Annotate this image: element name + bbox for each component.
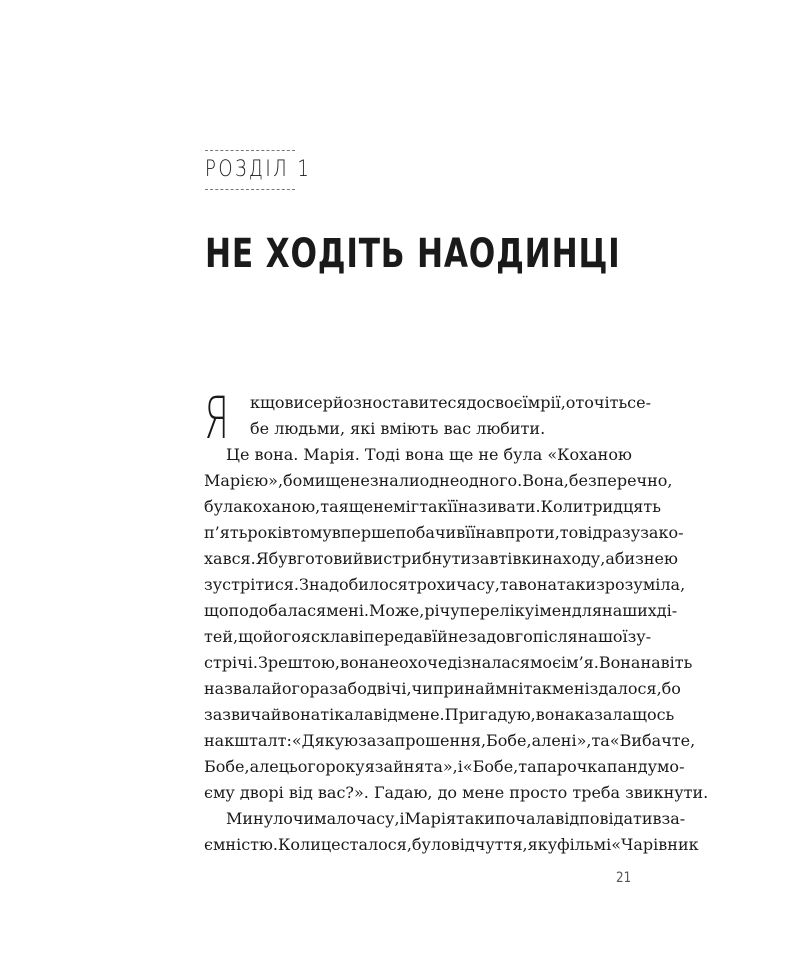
- word: була: [503, 445, 543, 464]
- word: зрозуміла,: [596, 575, 686, 594]
- word: часу,: [355, 809, 400, 828]
- word: так: [419, 497, 448, 516]
- word: се-: [627, 393, 651, 412]
- word: був: [268, 549, 297, 568]
- word: мо-: [656, 757, 685, 776]
- word: мені.: [326, 601, 370, 620]
- word: неохоче: [378, 653, 448, 672]
- word: Пригадую,: [444, 705, 536, 724]
- word: щось: [632, 705, 675, 724]
- word: наших: [602, 601, 657, 620]
- word: одне: [419, 471, 460, 490]
- word: переліку: [459, 601, 535, 620]
- word: на: [204, 731, 225, 750]
- chapter-header: [205, 150, 325, 190]
- word: Коли: [278, 835, 321, 854]
- word: ви: [284, 393, 305, 412]
- word: «Дякую: [291, 731, 359, 750]
- word: аби: [605, 549, 636, 568]
- word: я: [300, 627, 311, 646]
- text-line: [204, 390, 651, 416]
- word: від: [373, 705, 398, 724]
- word: Бобе,: [486, 731, 532, 750]
- word: зако-: [640, 523, 684, 542]
- text-line: [204, 468, 673, 494]
- word: вистрибнути: [363, 549, 472, 568]
- text-line: [204, 546, 678, 572]
- word: вона: [405, 445, 445, 464]
- word: її: [465, 523, 476, 542]
- word: ще: [348, 497, 374, 516]
- word: тому: [291, 523, 332, 542]
- word: ще: [449, 445, 474, 464]
- text-line: бе людьми, які вміють вас любити.: [250, 419, 546, 438]
- word: принаймні: [432, 679, 524, 698]
- word: цього: [278, 757, 326, 776]
- word: ні»,: [560, 731, 592, 750]
- word: часу,: [456, 575, 500, 594]
- word: зайнята»,: [374, 757, 458, 776]
- word: почала: [495, 809, 556, 828]
- word: п’ять: [204, 523, 248, 542]
- chapter-top-rule: [205, 150, 295, 151]
- word: як: [527, 835, 548, 854]
- word: вперше: [331, 523, 396, 542]
- word: це: [320, 835, 341, 854]
- word: зустрітися.: [204, 575, 299, 594]
- word: його: [262, 627, 301, 646]
- text-line: [204, 442, 632, 468]
- word: зазвичай: [204, 705, 282, 724]
- word: бо: [283, 471, 303, 490]
- word: або: [338, 679, 367, 698]
- word: нею: [643, 549, 678, 568]
- word: на: [542, 549, 563, 568]
- word: не: [373, 497, 394, 516]
- word: Коли: [540, 497, 584, 516]
- word: вона: [281, 705, 321, 724]
- word: для: [571, 601, 603, 620]
- word: здалося,: [589, 679, 662, 698]
- word: було: [411, 835, 451, 854]
- chapter-bottom-rule: [205, 189, 295, 190]
- word: коханою,: [242, 497, 321, 516]
- word: її: [447, 497, 458, 516]
- word: Тоді: [364, 445, 401, 464]
- text-line: [204, 702, 675, 728]
- word: після: [532, 627, 578, 646]
- word: двічі,: [366, 679, 412, 698]
- word: бо: [661, 679, 681, 698]
- word: річ: [424, 601, 451, 620]
- word: що: [204, 601, 229, 620]
- word: мене.: [397, 705, 445, 724]
- text-line: [204, 494, 661, 520]
- word: Це: [226, 445, 250, 464]
- word: моє: [529, 653, 562, 672]
- word: і: [399, 809, 405, 828]
- word: кшталт:: [224, 731, 292, 750]
- text-line: [204, 520, 684, 546]
- word: таки: [557, 575, 597, 594]
- text-line: [204, 598, 678, 624]
- chapter-title: НЕ ХОДІТЬ НАОДИНЦІ: [205, 231, 621, 277]
- text-line: [204, 754, 685, 780]
- word: відчуття,: [450, 835, 528, 854]
- word: та: [320, 497, 339, 516]
- word: але: [249, 757, 279, 776]
- word: чимало: [292, 809, 356, 828]
- word: побачив: [395, 523, 466, 542]
- word: міг: [393, 497, 420, 516]
- word: я: [338, 497, 349, 516]
- word: то: [559, 523, 579, 542]
- word: їй: [432, 627, 448, 646]
- word: з: [471, 549, 480, 568]
- word: «Чарівник: [611, 835, 699, 854]
- word: ходу,: [562, 549, 606, 568]
- word: Знадобилося: [298, 575, 408, 594]
- word: фільмі: [557, 835, 612, 854]
- word: хався.: [204, 549, 256, 568]
- word: одного.: [459, 471, 523, 490]
- word: тікала: [320, 705, 374, 724]
- word: дізналася: [447, 653, 530, 672]
- word: назвала: [204, 679, 272, 698]
- word: Марія: [404, 809, 457, 828]
- word: ми: [302, 471, 326, 490]
- word: і: [457, 757, 463, 776]
- word: вона: [518, 575, 558, 594]
- word: ємністю.: [204, 835, 279, 854]
- word: у: [547, 835, 558, 854]
- word: передав: [363, 627, 433, 646]
- word: та: [518, 757, 537, 776]
- word: мрії,: [527, 393, 566, 412]
- word: своєї: [486, 393, 528, 412]
- word: ще: [325, 471, 350, 490]
- word: Минуло: [226, 809, 293, 828]
- word: Я: [255, 549, 269, 568]
- text-line: [204, 832, 699, 858]
- word: не: [349, 471, 370, 490]
- text-line: [204, 624, 652, 650]
- text-line: [204, 572, 686, 598]
- word: тей,: [204, 627, 239, 646]
- word: склав: [311, 627, 359, 646]
- word: вона: [340, 653, 379, 672]
- word: таки: [456, 809, 496, 828]
- word: відразу: [578, 523, 641, 542]
- word: та: [591, 731, 610, 750]
- word: до: [466, 393, 487, 412]
- word: не: [478, 445, 499, 464]
- word: відповідати: [555, 809, 653, 828]
- word: оточіть: [565, 393, 628, 412]
- word: у: [647, 757, 657, 776]
- text-line: [204, 676, 681, 702]
- page-number: 21: [616, 870, 632, 886]
- word: Вона,: [522, 471, 569, 490]
- text-line: єму дворі від вас?». Гадаю, до мене просто треба звикнути.: [204, 783, 709, 802]
- drop-cap: Я: [204, 384, 229, 452]
- word: безперечно,: [568, 471, 673, 490]
- word: ді-: [656, 601, 678, 620]
- word: Марія.: [303, 445, 360, 464]
- word: «Вибачте,: [609, 731, 696, 750]
- word: навпроти,: [475, 523, 560, 542]
- word: я: [364, 757, 375, 776]
- word: парочка: [536, 757, 607, 776]
- word: стрічі.: [204, 653, 258, 672]
- text-line: [204, 650, 693, 676]
- word: та: [499, 575, 519, 594]
- word: зу-: [627, 627, 652, 646]
- chapter-label: РОЗДІЛ 1: [205, 157, 312, 182]
- word: кщо: [250, 393, 285, 412]
- word: називати.: [457, 497, 541, 516]
- word: була: [204, 497, 243, 516]
- word: Вона: [598, 653, 641, 672]
- body-text: [204, 384, 709, 858]
- word: з: [635, 549, 644, 568]
- word: за: [358, 731, 377, 750]
- word: ставитеся: [382, 393, 467, 412]
- word: але: [531, 731, 561, 750]
- word: вона.: [254, 445, 299, 464]
- word: незадовго: [447, 627, 533, 646]
- word: і: [358, 627, 364, 646]
- word: подобалася: [228, 601, 327, 620]
- word: вза-: [652, 809, 686, 828]
- word: років: [247, 523, 292, 542]
- word: ім’я.: [561, 653, 599, 672]
- word: його: [271, 679, 310, 698]
- word: Зрештою,: [257, 653, 341, 672]
- word: сталося,: [340, 835, 412, 854]
- word: тридцять: [583, 497, 661, 516]
- word: готовий: [296, 549, 364, 568]
- word: нашої: [577, 627, 628, 646]
- word: панд: [606, 757, 648, 776]
- word: у: [450, 601, 460, 620]
- word: казала: [574, 705, 633, 724]
- word: вона: [535, 705, 575, 724]
- word: року: [325, 757, 365, 776]
- word: «Бобе,: [462, 757, 519, 776]
- word: Може,: [369, 601, 425, 620]
- word: запрошення,: [376, 731, 487, 750]
- word: імен: [534, 601, 572, 620]
- word: Марією»,: [204, 471, 284, 490]
- word: знали: [369, 471, 420, 490]
- word: що: [238, 627, 263, 646]
- word: трохи: [407, 575, 457, 594]
- word: так: [523, 679, 552, 698]
- word: раз: [309, 679, 339, 698]
- text-line: [204, 806, 686, 832]
- word: «Коханою: [547, 445, 632, 464]
- word: мені: [551, 679, 590, 698]
- word: серйозно: [304, 393, 383, 412]
- word: Бобе,: [204, 757, 250, 776]
- word: автівки: [479, 549, 543, 568]
- text-line: [204, 728, 696, 754]
- word: чи: [411, 679, 433, 698]
- word: навіть: [640, 653, 693, 672]
